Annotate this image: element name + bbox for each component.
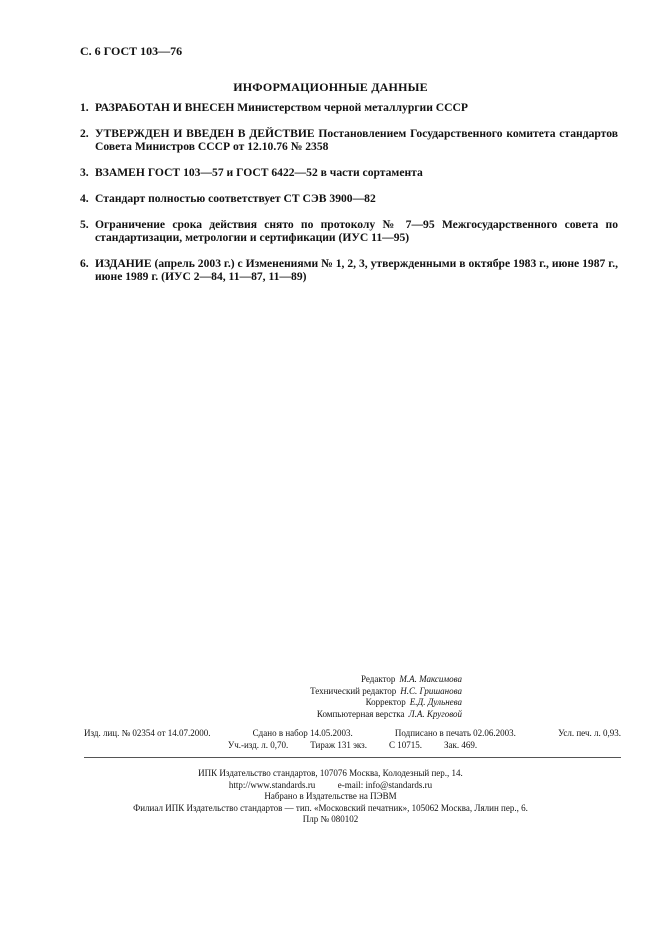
credit-name: Е.Д. Дульнева (409, 697, 462, 707)
item-number: 2. (80, 127, 89, 140)
list-item (80, 192, 618, 205)
item-number: 1. (80, 101, 89, 114)
print-run: Тираж 131 экз. (310, 739, 367, 750)
list-item (80, 127, 618, 153)
footer-line: ИПК Издательство стандартов, 107076 Москва, Колодезный пер., 14. (198, 768, 463, 778)
publication-row (84, 740, 621, 752)
credit-role: Технический редактор (310, 685, 397, 696)
item-text: Стандарт полностью соответствует СТ СЭВ 3900—82 (95, 192, 376, 205)
print-date: Подписано в печать 02.06.2003. (394, 728, 516, 738)
publication-info (84, 728, 621, 751)
credit-role: Редактор (361, 674, 396, 684)
credit-name: Н.С. Гришанова (400, 685, 462, 696)
footer-line: Плр № 080102 (302, 814, 359, 824)
credits-block (200, 674, 462, 720)
divider (84, 757, 621, 758)
footer-line: Филиал ИПК Издательство стандартов — тип. «Московский печатник», 105062 Москва, Лялин пер., 6. (133, 802, 528, 813)
item-number: 5. (80, 218, 89, 231)
credit-name: М.А. Максимова (399, 674, 462, 684)
credit-role: Корректор (365, 697, 406, 707)
list-item (80, 166, 618, 179)
list-item (80, 257, 618, 283)
credit-line (200, 686, 462, 698)
item-text: РАЗРАБОТАН И ВНЕСЕН Министерством черной металлургии СССР (95, 101, 468, 114)
publication-row (84, 728, 621, 740)
credit-line (200, 709, 462, 721)
list-item (80, 101, 618, 114)
order-number: Зак. 469. (444, 739, 478, 750)
footer-line: Набрано в Издательстве на ПЭВМ (264, 791, 397, 801)
print-sheets: Усл. печ. л. 0,93. (558, 728, 621, 738)
page-header: С. 6 ГОСТ 103—76 (80, 44, 183, 58)
footer-line: http://www.standards.ru e-mail: info@standards.ru (228, 779, 433, 790)
item-text: ВЗАМЕН ГОСТ 103—57 и ГОСТ 6422—52 в части сортамента (95, 166, 423, 179)
typeset-date: Сдано в набор 14.05.2003. (252, 728, 353, 738)
credit-line (200, 674, 462, 686)
info-list (80, 101, 618, 296)
item-text: Ограничение срока действия снято по протоколу № 7—95 Межгосударственного совета по стандартизации, метрологии и сертификации (ИУС 11—95) (95, 218, 618, 244)
section-title: ИНФОРМАЦИОННЫЕ ДАННЫЕ (233, 80, 428, 94)
item-number: 3. (80, 166, 89, 179)
footer-imprint (0, 768, 661, 826)
credit-line (200, 697, 462, 709)
publisher-sheets: Уч.-изд. л. 0,70. (227, 739, 289, 750)
item-text: ИЗДАНИЕ (апрель 2003 г.) с Изменениями № 1, 2, 3, утвержденными в октябре 1983 г., июне 1987 г., июне 1989 г. (ИУС 2—84, 11—87, 11—89) (95, 257, 618, 283)
credit-role: Компьютерная верстка (316, 708, 405, 719)
item-number: 4. (80, 192, 89, 205)
list-item (80, 218, 618, 244)
item-text: УТВЕРЖДЕН И ВВЕДЕН В ДЕЙСТВИЕ Постановлением Государственного комитета стандартов Совета Министров СССР от 12.10.76 № 2358 (95, 127, 618, 153)
credit-name: Л.А. Круговой (408, 708, 462, 719)
license-info: Изд. лиц. № 02354 от 14.07.2000. (84, 728, 211, 738)
code-number: С 10715. (389, 739, 423, 750)
item-number: 6. (80, 257, 89, 270)
